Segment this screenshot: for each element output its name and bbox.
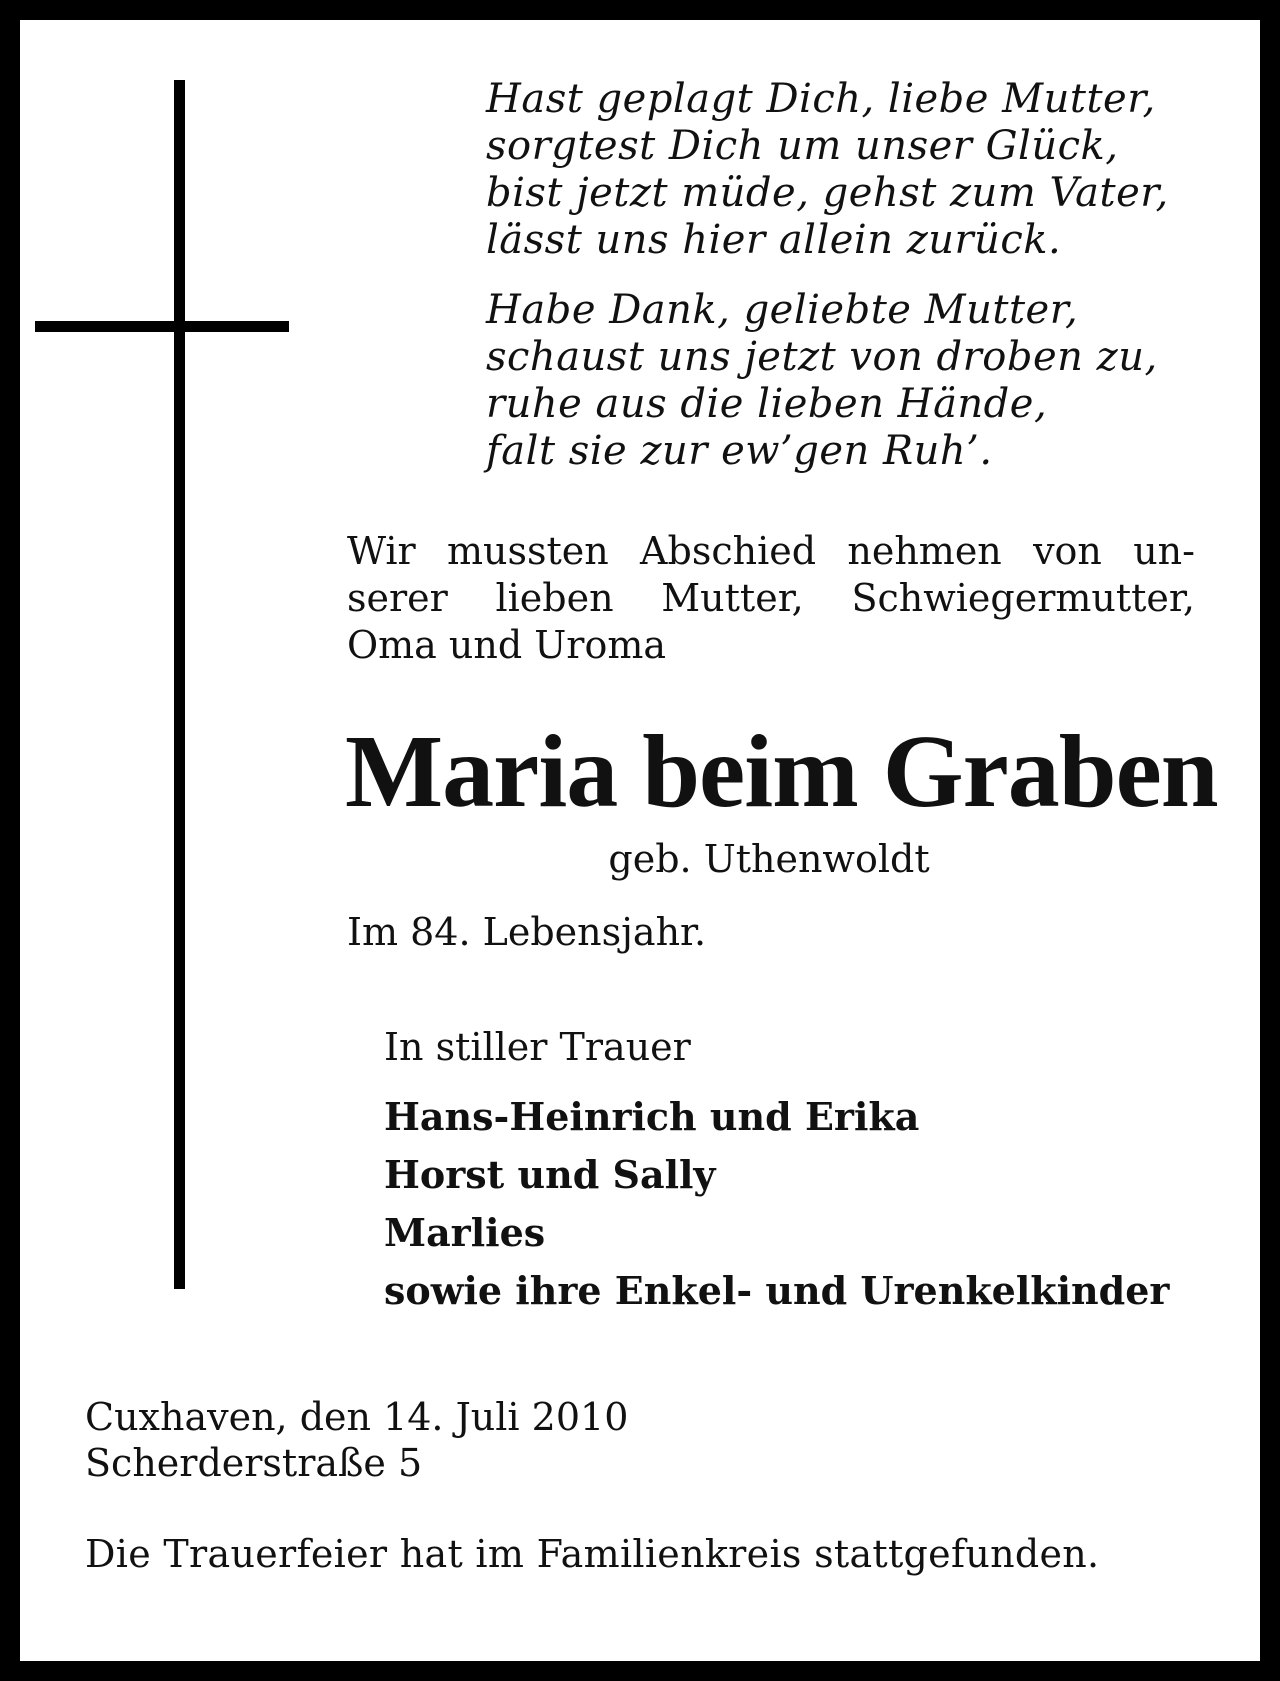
mourning-heading: In stiller Trauer xyxy=(384,1025,691,1069)
mourner-item: sowie ihre Enkel- und Urenkelkinder xyxy=(384,1268,1170,1313)
mourner-item: Hans-Heinrich und Erika xyxy=(384,1094,920,1139)
cross-icon xyxy=(174,80,185,1289)
poem-line: ruhe aus die lieben Hände, xyxy=(486,381,1048,427)
intro-line: Oma und Uroma xyxy=(347,623,667,667)
address: Scherderstraße 5 xyxy=(85,1441,423,1485)
city-date: Cuxhaven, den 14. Juli 2010 xyxy=(85,1395,629,1439)
poem-line: sorgtest Dich um unser Glück, xyxy=(486,123,1119,169)
mourner-item: Horst und Sally xyxy=(384,1152,716,1197)
poem-line: falt sie zur ew’gen Ruh’. xyxy=(486,428,993,474)
intro-line: serer lieben Mutter, Schwiegermutter, xyxy=(347,576,1195,620)
cross-icon-crossbar xyxy=(35,321,289,332)
maiden-name: geb. Uthenwoldt xyxy=(608,837,930,881)
poem-line: Hast geplagt Dich, liebe Mutter, xyxy=(486,76,1156,122)
farewell-intro xyxy=(347,528,1197,669)
poem-stanza-1 xyxy=(486,76,1169,264)
ceremony-note: Die Trauerfeier hat im Familienkreis stattgefunden. xyxy=(85,1532,1100,1576)
poem-line: bist jetzt müde, gehst zum Vater, xyxy=(486,170,1169,216)
intro-line: Wir mussten Abschied nehmen von un- xyxy=(347,529,1195,573)
poem-line: Habe Dank, geliebte Mutter, xyxy=(486,287,1079,333)
place-and-date xyxy=(85,1394,628,1486)
deceased-name: Maria beim Graben xyxy=(345,714,1218,829)
mourner-item: Marlies xyxy=(384,1210,546,1255)
poem-line: lässt uns hier allein zurück. xyxy=(486,217,1062,263)
mourners-list xyxy=(384,1088,1169,1320)
age-text: Im 84. Lebensjahr. xyxy=(347,910,707,954)
poem-line: schaust uns jetzt von droben zu, xyxy=(486,334,1158,380)
poem-stanza-2 xyxy=(486,287,1158,475)
